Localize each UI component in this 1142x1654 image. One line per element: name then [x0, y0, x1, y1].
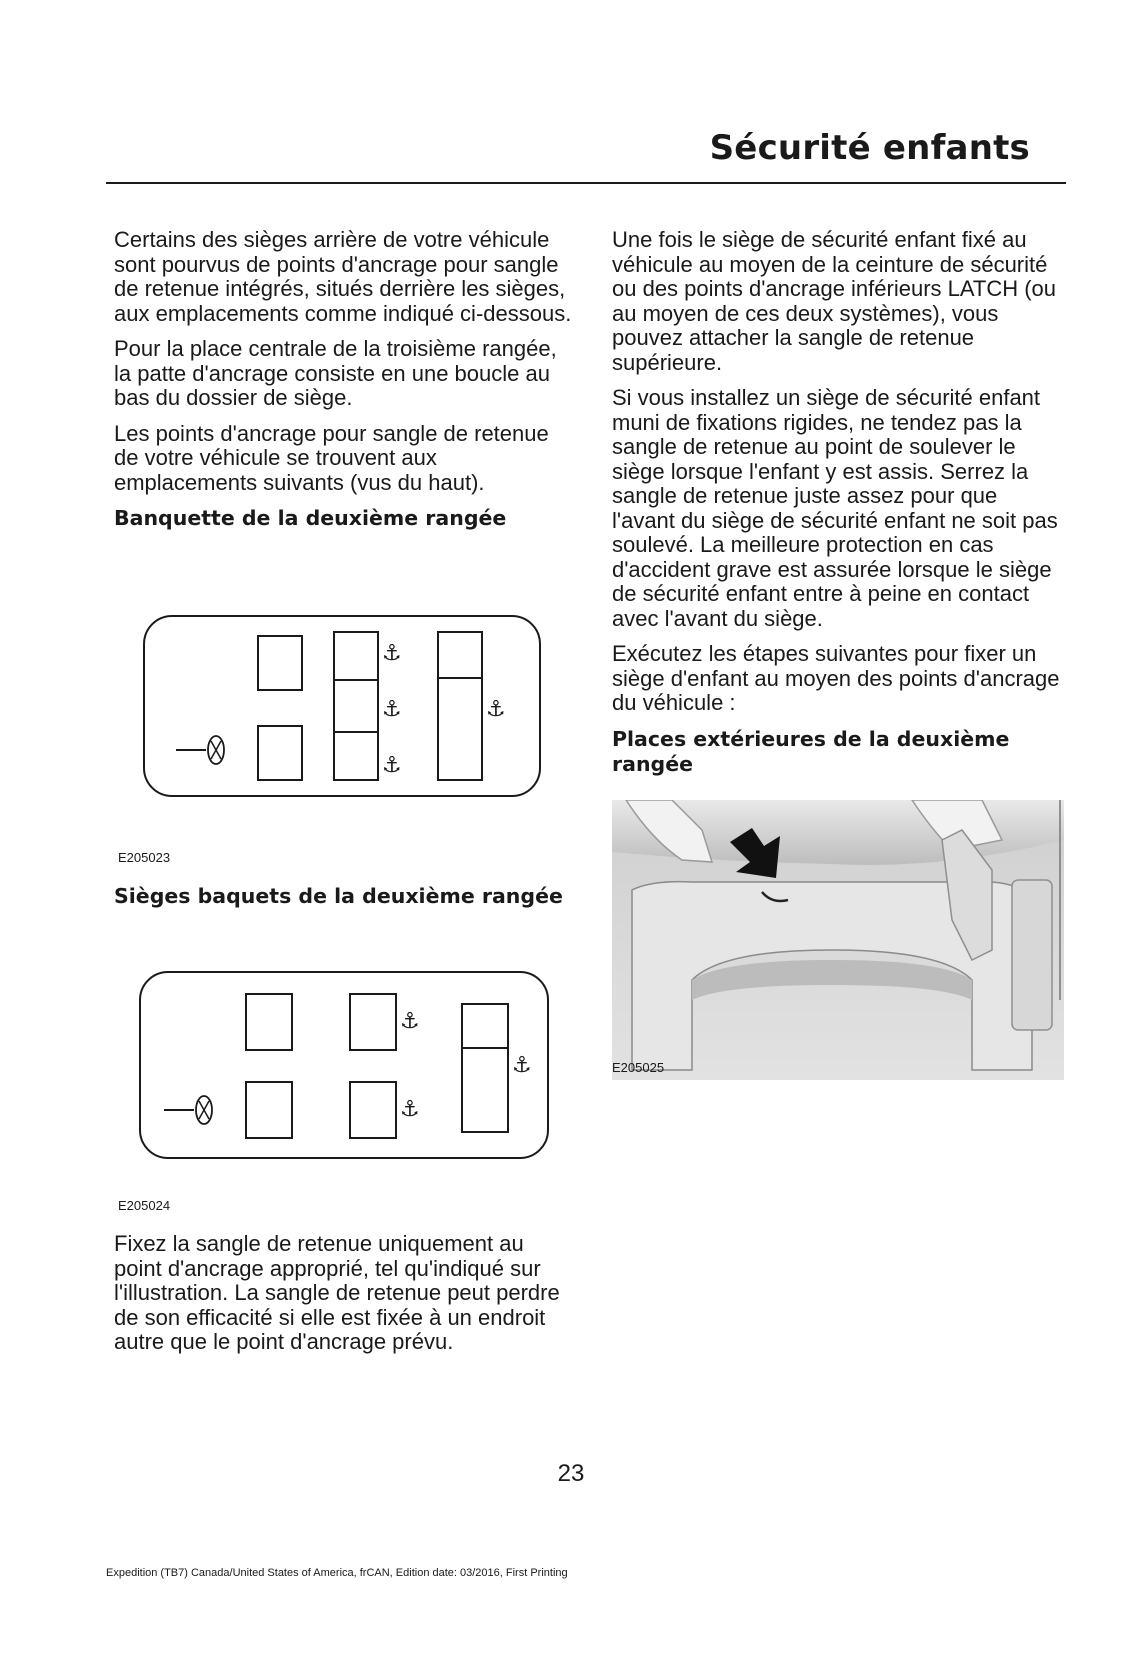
second-row-bucket-right	[350, 994, 396, 1050]
right-paragraph-1: Une fois le siège de sécurité enfant fixé au véhicule au moyen de la ceinture de sécurité ou des points d'ancrage inférieurs LATCH (ou au moyen de ces deux systèmes), vous pouvez attacher la sangle de retenue supérieure.	[612, 227, 1057, 375]
heading-bucket-seats: Sièges baquets de la deuxième rangée	[114, 884, 563, 908]
left-column	[114, 228, 576, 531]
seat-anchor-photo	[612, 800, 1064, 1080]
anchor-icon: ⚓	[382, 697, 402, 722]
steering-wheel-icon	[176, 736, 224, 764]
front-seat-driver	[258, 726, 302, 780]
anchor-icon: ⚓	[486, 697, 506, 722]
figure-code-e205025: E205025	[612, 1060, 665, 1075]
second-row-bucket-left	[350, 1082, 396, 1138]
figure-code-e205024: E205024	[118, 1198, 171, 1213]
page-title: Sécurité enfants	[709, 128, 1030, 168]
left-paragraph-4: Fixez la sangle de retenue uniquement au point d'ancrage approprié, tel qu'indiqué sur l'illustration. La sangle de retenue peut perdre de son efficacité si elle est fixée à un endroit autre que le point d'ancrage prévu.	[114, 1231, 560, 1354]
anchor-icon: ⚓	[382, 641, 402, 666]
anchor-icon: ⚓	[400, 1009, 420, 1034]
figure-code-e205023: E205023	[118, 850, 171, 865]
right-paragraph-3: Exécutez les étapes suivantes pour fixer un siège d'enfant au moyen des points d'ancrage du véhicule :	[612, 641, 1060, 715]
front-seat-passenger	[246, 994, 292, 1050]
anchor-icon: ⚓	[382, 753, 402, 778]
second-row-bench	[334, 632, 378, 780]
page-number: 23	[557, 1460, 585, 1487]
front-seat-driver	[246, 1082, 292, 1138]
title-divider	[106, 182, 1066, 184]
anchor-icon: ⚓	[400, 1097, 420, 1122]
left-paragraph-2: Pour la place centrale de la troisième rangée, la patte d'ancrage consiste en une boucle au bas du dossier de siège.	[114, 336, 557, 410]
steering-wheel-icon	[164, 1096, 212, 1124]
right-column	[612, 228, 1066, 777]
bucket-seats-diagram	[136, 968, 552, 1164]
front-seat-passenger	[258, 636, 302, 690]
heading-bench-seat: Banquette de la deuxième rangée	[114, 506, 507, 530]
third-row-bench	[462, 1004, 508, 1132]
left-paragraph-1: Certains des sièges arrière de votre véhicule sont pourvus de points d'ancrage pour sangle de retenue intégrés, situés derrière les sièges, aux emplacements comme indiqué ci-dessous.	[114, 227, 572, 326]
bench-seat-diagram	[140, 612, 544, 802]
heading-outboard-seats: Places extérieures de la deuxième rangée	[612, 726, 1010, 776]
anchor-icon: ⚓	[512, 1053, 532, 1078]
right-paragraph-2: Si vous installez un siège de sécurité enfant muni de fixations rigides, ne tendez pas la sangle de retenue au point de soulever le siège lorsque l'enfant y est assis. Serrez la sangle de retenue juste assez pour que l'avant du siège de sécurité enfant ne soit pas soulevé. La meilleure protection en cas d'accident grave est assurée lorsque le siège de sécurité enfant entre à peine en contact avec l'avant du siège.	[612, 385, 1058, 631]
third-row-bench	[438, 632, 482, 780]
footer: Expedition (TB7) Canada/United States of America, frCAN, Edition date: 03/2016, First Printing	[106, 1567, 568, 1579]
left-paragraph-3: Les points d'ancrage pour sangle de retenue de votre véhicule se trouvent aux emplacements suivants (vus du haut).	[114, 420, 549, 495]
